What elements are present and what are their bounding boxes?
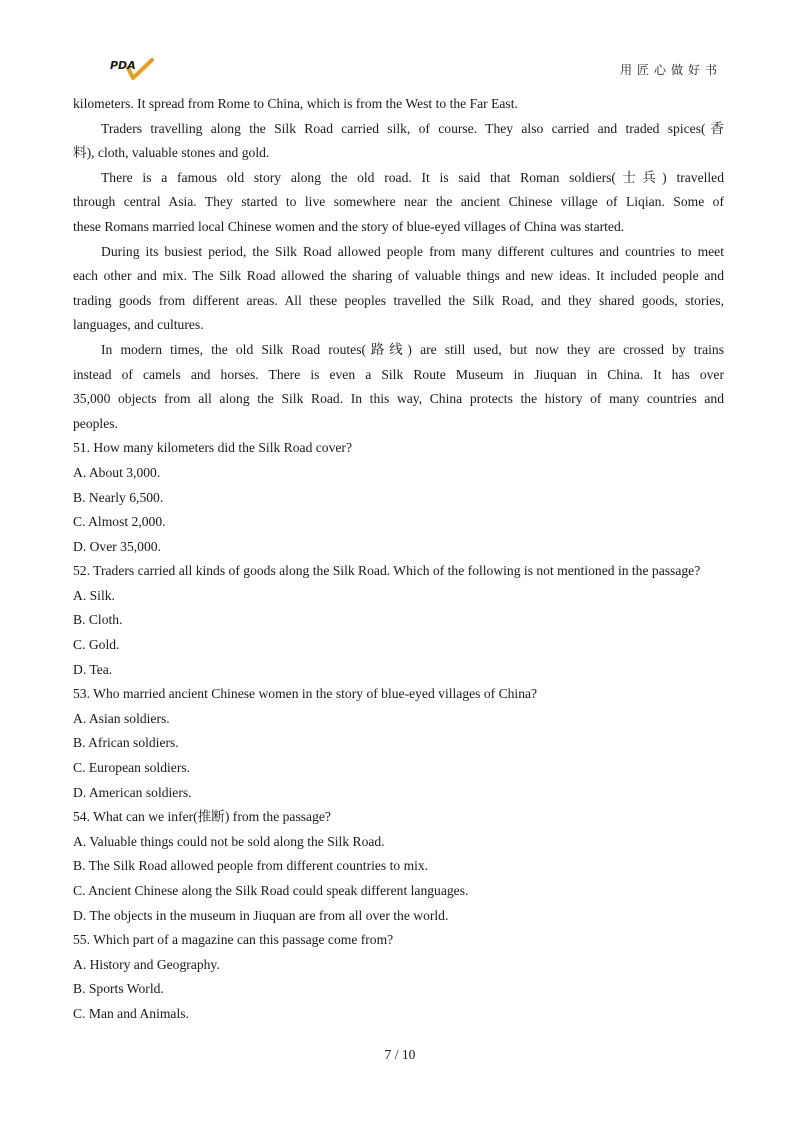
question-stem: 54. What can we infer(推断) from the passage? bbox=[73, 809, 331, 825]
answer-option: C. Almost 2,000. bbox=[73, 514, 166, 530]
answer-option: D. Over 35,000. bbox=[73, 538, 161, 554]
passage-line: During its busiest period, the Silk Road allowed people from many different cultures and countries to meet bbox=[101, 243, 724, 259]
question-item bbox=[73, 928, 724, 1026]
passage-paragraph bbox=[73, 338, 724, 436]
passage-paragraph bbox=[73, 240, 724, 338]
answer-option: C. Man and Animals. bbox=[73, 1005, 189, 1021]
passage-line: There is a famous old story along the old road. It is said that Roman soldiers(士兵) travelled bbox=[101, 169, 724, 185]
passage-line: these Romans married local Chinese women and the story of blue-eyed villages of China was started. bbox=[73, 218, 625, 234]
answer-option: A. Silk. bbox=[73, 587, 115, 603]
answer-option: A. Valuable things could not be sold along the Silk Road. bbox=[73, 833, 385, 849]
question-list bbox=[73, 436, 724, 1026]
answer-option: B. African soldiers. bbox=[73, 735, 179, 751]
answer-option: B. Nearly 6,500. bbox=[73, 489, 164, 505]
reading-passage bbox=[73, 92, 724, 436]
answer-option: D. The objects in the museum in Jiuquan are from all over the world. bbox=[73, 907, 449, 923]
passage-line: 料), cloth, valuable stones and gold. bbox=[73, 145, 270, 161]
passage-paragraph bbox=[73, 117, 724, 166]
answer-option: B. Cloth. bbox=[73, 612, 123, 628]
passage-line: each other and mix. The Silk Road allowed the sharing of valuable things and new ideas. It included people and bbox=[73, 268, 724, 284]
answer-option: C. Ancient Chinese along the Silk Road could speak different languages. bbox=[73, 883, 469, 898]
header-slogan: 用匠心做好书 bbox=[620, 63, 723, 77]
svg-text:PDA: PDA bbox=[110, 59, 136, 72]
publisher-logo bbox=[106, 54, 156, 80]
question-stem: 55. Which part of a magazine can this passage come from? bbox=[73, 932, 394, 948]
question-stem: 51. How many kilometers did the Silk Road cover? bbox=[73, 440, 352, 456]
passage-line: kilometers. It spread from Rome to China, which is from the West to the Far East. bbox=[73, 96, 518, 111]
question-stem: 53. Who married ancient Chinese women in the story of blue-eyed villages of China? bbox=[73, 686, 538, 702]
page-number: 7 / 10 bbox=[384, 1047, 416, 1062]
answer-option: C. European soldiers. bbox=[73, 760, 191, 776]
passage-line: peoples. bbox=[73, 415, 118, 431]
passage-paragraph bbox=[73, 166, 724, 240]
passage-line: 35,000 objects from all along the Silk Road. In this way, China protects the history of many countries and bbox=[73, 391, 724, 407]
passage-line: trading goods from different areas. All these peoples travelled the Silk Road, and they shared goods, stories, bbox=[73, 292, 724, 308]
answer-option: B. The Silk Road allowed people from different countries to mix. bbox=[73, 858, 429, 874]
question-stem: 52. Traders carried all kinds of goods along the Silk Road. Which of the following is not mentioned in the passage? bbox=[73, 563, 701, 579]
document-body bbox=[73, 92, 724, 1027]
answer-option: A. Asian soldiers. bbox=[73, 710, 170, 726]
question-item bbox=[73, 682, 724, 805]
passage-line: languages, and cultures. bbox=[73, 317, 204, 333]
question-item bbox=[73, 436, 724, 559]
answer-option: C. Gold. bbox=[73, 637, 120, 653]
passage-paragraph bbox=[73, 92, 724, 117]
passage-line: In modern times, the old Silk Road routes(路线) are still used, but now they are crossed by trains bbox=[101, 341, 724, 357]
question-item bbox=[73, 559, 724, 682]
answer-option: A. About 3,000. bbox=[73, 464, 161, 480]
answer-option: D. American soldiers. bbox=[73, 784, 192, 800]
passage-line: instead of camels and horses. There is even a Silk Route Museum in Jiuquan in China. It has over bbox=[73, 366, 724, 382]
answer-option: B. Sports World. bbox=[73, 981, 164, 997]
answer-option: A. History and Geography. bbox=[73, 956, 220, 972]
answer-option: D. Tea. bbox=[73, 661, 113, 677]
question-item bbox=[73, 805, 724, 928]
passage-line: Traders travelling along the Silk Road carried silk, of course. They also carried and traded spices(香 bbox=[101, 120, 724, 136]
passage-line: through central Asia. They started to live somewhere near the ancient Chinese village of Liqian. Some of bbox=[73, 194, 724, 210]
